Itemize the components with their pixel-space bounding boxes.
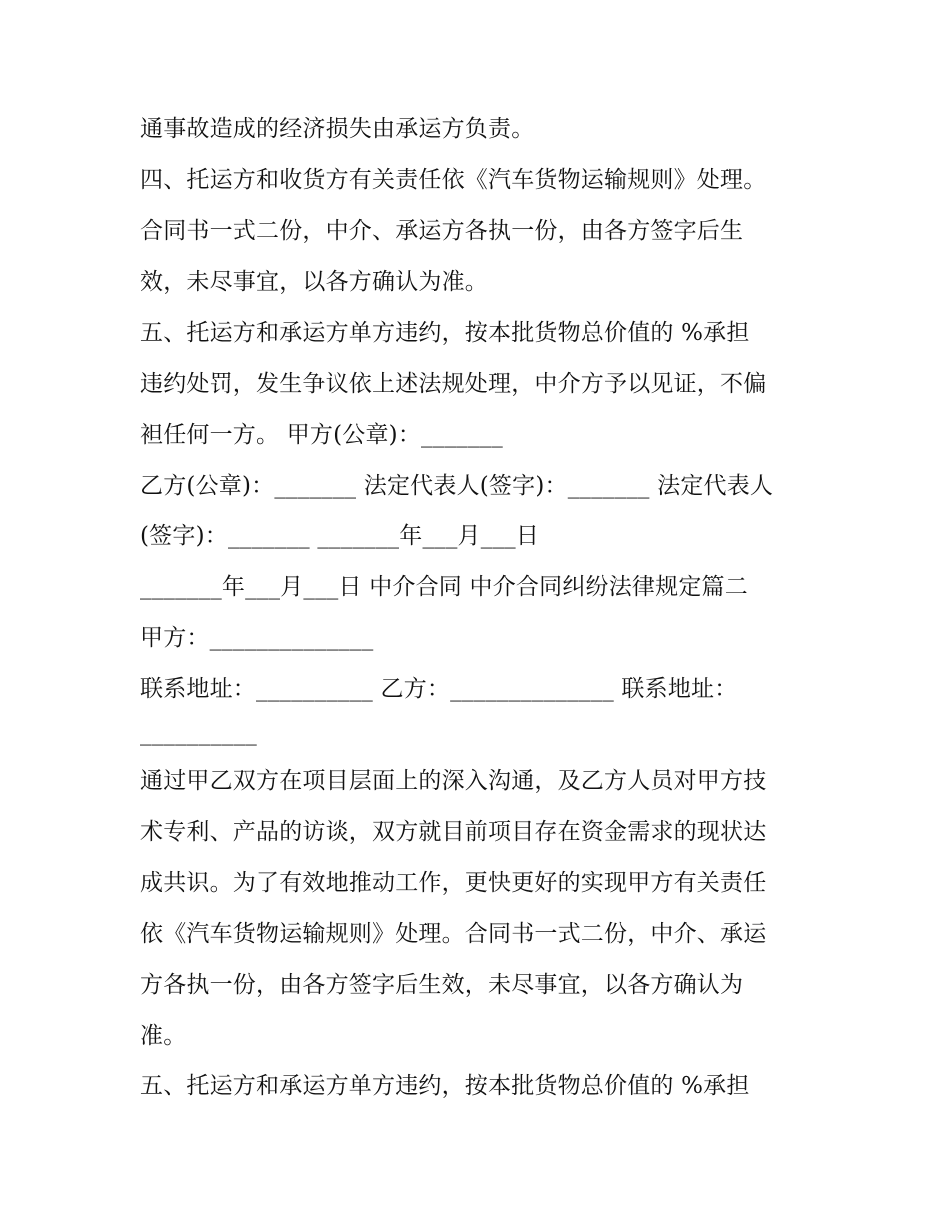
text-line-11: 甲方：______________ [140,625,374,651]
text-line-1: 通事故造成的经济损失由承运方负责。 [140,116,535,142]
text-line-8: 乙方(公章)：_______ 法定代表人(签字)：_______ 法定代表人 [140,473,774,499]
text-line-4: 效，未尽事宜，以各方确认为准。 [140,269,488,295]
text-line-18: 方各执一份，由各方签字后生效，未尽事宜，以各方确认为 [140,972,744,998]
text-line-13: __________ [140,720,257,746]
text-line-2: 四、托运方和收货方有关责任依《汽车货物运输规则》处理。 [140,167,767,193]
text-line-6: 违约处罚，发生争议依上述法规处理，中介方予以见证，不偏 [140,371,767,397]
text-line-16: 成共识。为了有效地推动工作，更快更好的实现甲方有关责任 [140,870,767,896]
text-line-17: 依《汽车货物运输规则》处理。合同书一式二份，中介、承运 [140,921,767,947]
text-line-7: 袒任何一方。 甲方(公章)：_______ [140,422,503,448]
text-line-12: 联系地址：__________ 乙方：______________ 联系地址： [140,676,738,702]
text-line-20: 五、托运方和承运方单方违约，按本批货物总价值的 %承担 [140,1073,750,1099]
text-line-10: _______年___月___日 中介合同 中介合同纠纷法律规定篇二 [140,574,748,600]
text-line-14: 通过甲乙双方在项目层面上的深入沟通，及乙方人员对甲方技 [140,768,767,794]
text-line-3: 合同书一式二份，中介、承运方各执一份，由各方签字后生 [140,218,744,244]
text-line-15: 术专利、产品的访谈，双方就目前项目存在资金需求的现状达 [140,819,767,845]
text-line-9: (签字)：_______ _______年___月___日 [140,523,540,549]
text-line-19: 准。 [140,1023,187,1049]
text-line-5: 五、托运方和承运方单方违约，按本批货物总价值的 %承担 [140,320,750,346]
